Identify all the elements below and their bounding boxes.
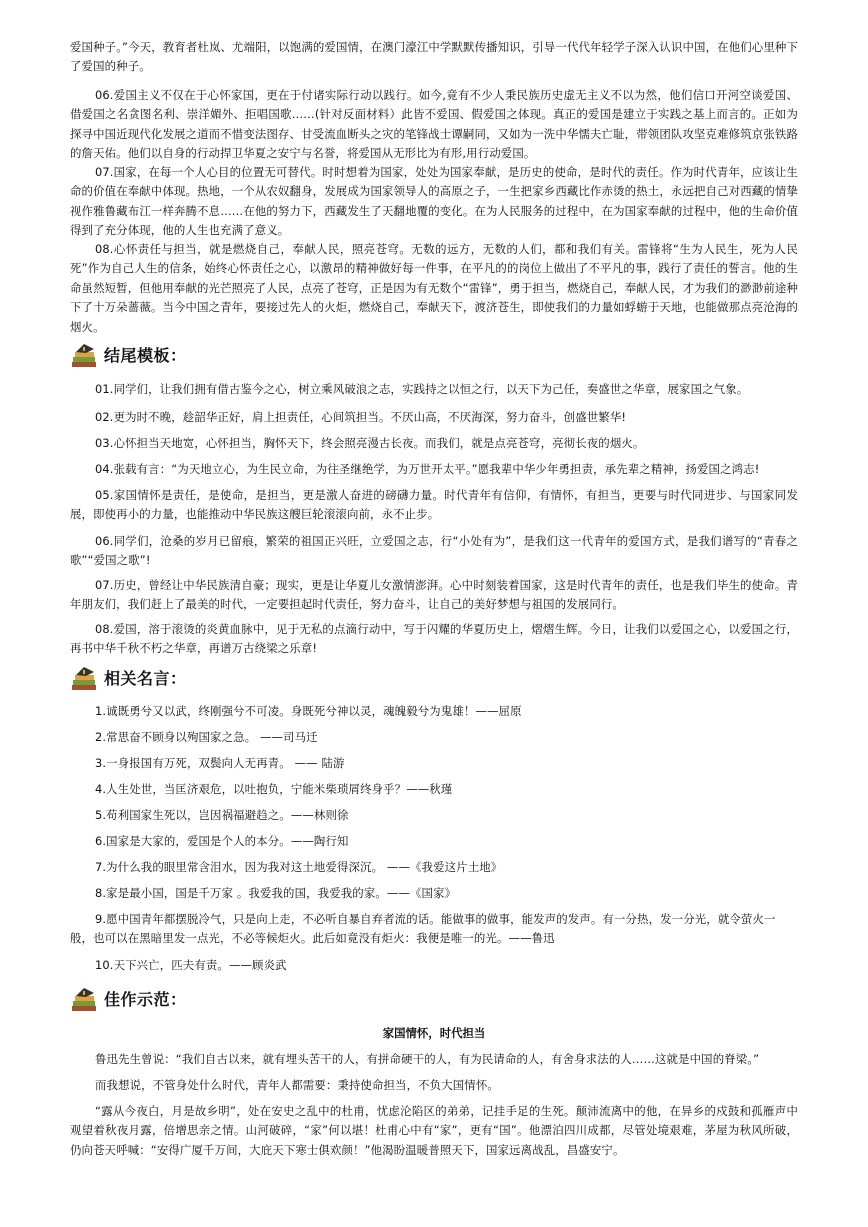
books-icon [70,663,100,691]
books-icon [70,984,100,1012]
essay-section-title: 佳作示范： [104,989,187,1009]
ending-item: 05.家国情怀是责任，是使命，是担当，更是激人奋进的磅礴力量。时代青年有信仰，有情怀，有担当，更要与时代同进步、与国家同发展，即使再小的力量，也能推动中华民族这艘巨轮滚滚向前，永不止步。 [70,488,798,522]
ending-item: 08.爱国，溶于滚烫的炎黄血脉中，见于无私的点滴行动中，写于闪耀的华夏历史上，熠熠生辉。今日，让我们以爱国之心，以爱国之行，再书中华千秋不朽之华章，再谱万古绕梁之乐章! [70,622,798,656]
quotes-section-heading [70,662,187,692]
intro-paragraph-07: 07.国家，在每一个人心目的位置无可替代。时时想着为国家，处处为国家奉献，是历史的使命，是时代的责任。作为时代青年，应该让生命的价值在奉献中体现。热地，一个从农奴翻身，发展成为国家领导人的高原之子，一生把家乡西藏比作赤烫的热土，永远把自己对西藏的情挚视作雅鲁藏布江一样奔腾不息……在他的努力下，西藏发生了天翻地覆的变化。在为人民服务的过程中，在为国家奉献的过程中，他的生命价值得到了充分体现，他的人生也充满了意义。 [70,165,798,238]
quote-item: 7.为什么我的眼里常含泪水，因为我对这土地爱得深沉。 ——《我爱这片土地》 [95,860,503,874]
ending-item: 03.心怀担当天地宽，心怀担当，胸怀天下，终会照亮漫古长夜。而我们，就是点亮苍穹，亮彻长夜的烟火。 [95,436,645,450]
essay-paragraph: 鲁迅先生曾说：“我们自古以来，就有埋头苦干的人，有拼命硬干的人，有为民请命的人，有舍身求法的人……这就是中国的脊梁。” [95,1052,760,1066]
intro-paragraph-08: 08.心怀责任与担当，就是燃烧自己，奉献人民，照亮苍穹。无数的远方，无数的人们，都和我们有关。雷锋将“生为人民生，死为人民死”作为自己人生的信条，始终心怀责任之心，以激昂的精神做好每一件事，在平凡的的岗位上做出了不平凡的事，践行了责任的誓言。他的生命虽然短暂，但他用奉献的光芒照亮了人民，点亮了苍穹，正是因为有无数个“雷锋”，勇于担当，燃烧自己，奉献人民，才为我们的渺渺前途种下了十万朵蔷薇。当今中国之青年，要接过先人的火炬，燃烧自己，奉献天下，渡济苍生，即使我们的力量如蜉蝣于天地，也能做那点亮沧海的烟火。 [70,242,798,334]
essay-paragraph: “露从今夜白，月是故乡明”，处在安史之乱中的杜甫，忧虑沦陷区的弟弟，记挂手足的生死。颠沛流离中的他，在异乡的戍鼓和孤雁声中观望着秋夜月露，倍增思亲之情。山河破碎，“家”何以堪！杜甫心中有“家”，更有“国”。他漂泊四川成都，尽管处境艰难，茅屋为秋风所破，仍向苍天呼喊：“安得广厦千万间，大庇天下寒士俱欢颜！”他渴盼温暖普照天下，国家远离战乱，昌盛安宁。 [70,1104,798,1157]
quote-item: 8.家是最小国，国是千万家 。我爱我的国，我爱我的家。——《国家》 [95,886,457,900]
intro-paragraph-continued: 爱国种子。”今天，教育者杜岚、尤端阳，以饱满的爱国情，在澳门濠江中学默默传播知识，引导一代代年轻学子深入认识中国，在他们心里种下了爱国的种子。 [70,40,798,74]
quote-item: 6.国家是大家的，爱国是个人的本分。——陶行知 [95,834,349,848]
quotes-section-title: 相关名言： [104,668,187,688]
quote-item: 3.一身报国有万死，双鬓向人无再青。 —— 陆游 [95,756,345,770]
quote-item: 2.常思奋不顾身以殉国家之急。 ——司马迁 [95,730,318,744]
ending-item: 02.更为时不晚，趁韶华正好，肩上担责任，心间筑担当。不厌山高，不厌海深，努力奋斗，创盛世繁华! [95,410,627,424]
ending-item: 07.历史，曾经让中华民族清自豪；现实，更是让华夏儿女激情澎湃。心中时刻装着国家，这是时代青年的责任，也是我们毕生的使命。青年朋友们，我们赶上了最美的时代，一定要担起时代责任，努力奋斗，让自己的美好梦想与祖国的发展同行。 [70,578,798,612]
quote-item: 5.苟利国家生死以，岂因祸福避趋之。——林则徐 [95,808,349,822]
ending-item: 06.同学们，沧桑的岁月已留痕，繁荣的祖国正兴旺，立爱国之志，行“小处有为”，是我们这一代青年的爱国方式，是我们谱写的“青春之歌”“爱国之歌”! [70,534,798,568]
essay-paragraph: 而我想说，不管身处什么时代，青年人都需要：秉持使命担当，不负大国情怀。 [95,1078,499,1092]
ending-item: 04.张载有言：“为天地立心，为生民立命，为往圣继绝学，为万世开太平。”愿我辈中华少年勇担责，承先辈之精神，扬爱国之鸿志! [95,462,760,476]
essay-title: 家国情怀，时代担当 [382,1026,486,1040]
ending-section-heading [70,339,187,369]
quote-item: 1.诚既勇兮又以武，终刚强兮不可凌。身既死兮神以灵，魂魄毅兮为鬼雄！——屈原 [95,704,522,718]
ending-section-title: 结尾模板： [104,345,187,365]
quote-item: 9.愿中国青年都摆脱冷气，只是向上走，不必听自暴自弃者流的话。能做事的做事，能发声的发声。有一分热，发一分光，就令萤火一般，也可以在黑暗里发一点光，不必等候炬火。此后如竟没有炬火：我便是唯一的光。——鲁迅 [70,912,776,946]
quote-item: 4.人生处世，当匡济艰危，以吐抱负，宁能米柴琐屑终身乎？——秋瑾 [95,782,453,796]
essay-section-heading [70,983,187,1013]
ending-item: 01.同学们，让我们拥有借古鉴今之心，树立乘风破浪之志，实践持之以恒之行，以天下为己任，奏盛世之华章，展家国之气象。 [95,382,749,396]
intro-paragraph-06: 06.爱国主义不仅在于心怀家国，更在于付诸实际行动以践行。如今,竟有不少人秉民族历史虚无主义不以为然，他们信口开河空谈爱国、借爱国之名贪图名利、崇洋媚外、拒唱国歌……(针对反面材料）此皆不爱国、假爱国之体现。真正的爱国是建立于实践之基上而言的。正如为探寻中国近现代化发展之道而不惜变法图存、甘受流血断头之灾的笔锋战士谭嗣同，又如为一洗中华懦夫亡耻，带领团队攻坚克难修筑京张铁路的詹天佑。他们以自身的行动捍卫华夏之安宁与名誉，将爱国从无形比为有形,用行动爱国。 [70,88,798,161]
books-icon [70,340,100,368]
quote-item: 10.天下兴亡，匹夫有责。——顾炎武 [95,958,287,972]
